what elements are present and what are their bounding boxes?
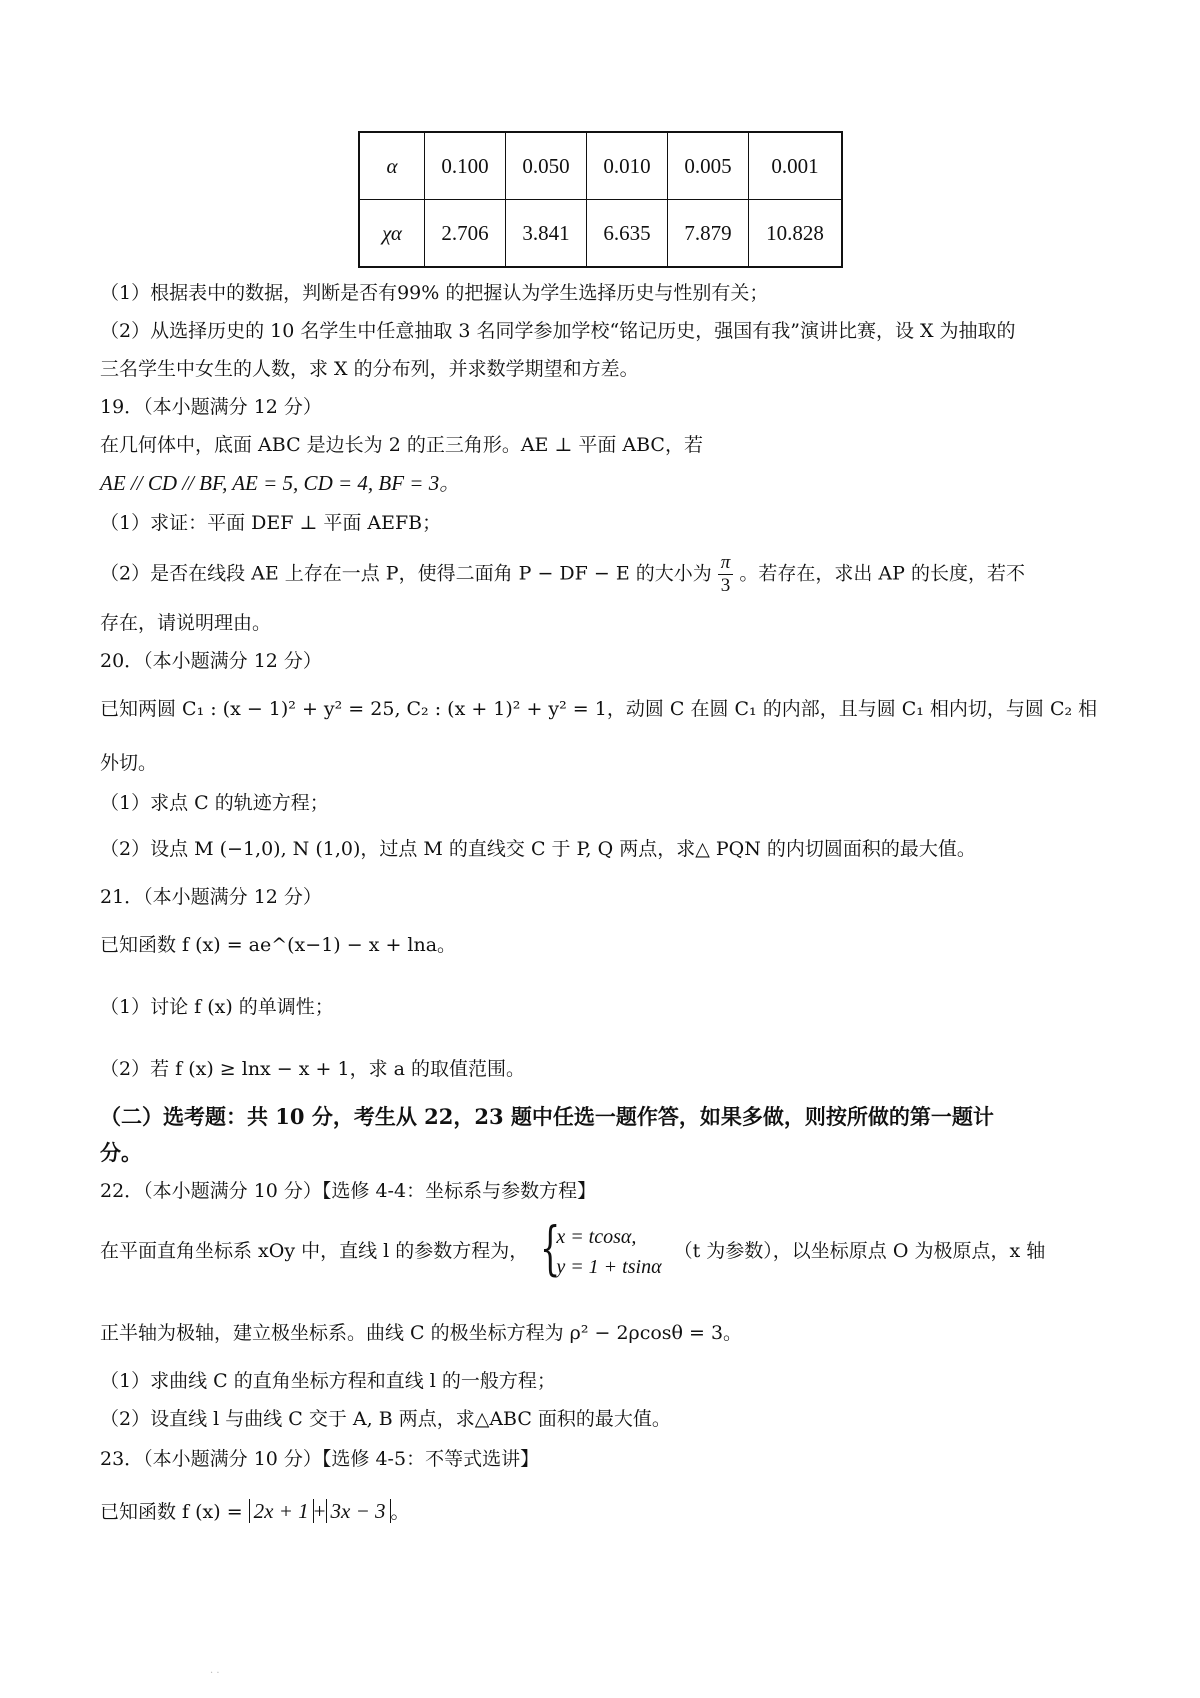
q22-part1: （1）求曲线 C 的直角坐标方程和直线 l 的一般方程；	[100, 1370, 556, 1392]
q18-part1: （1）根据表中的数据，判断是否有99% 的把握认为学生选择历史与性别有关；	[100, 282, 769, 304]
table-cell-chi-label	[359, 200, 425, 268]
table-cell: 0.100	[425, 132, 506, 200]
q19-part2-text-a: （2）是否在线段 AE 上存在一点 P，使得二面角 P − DF − E 的大小为	[100, 562, 712, 585]
optional-section-line1: （二）选考题：共 10 分，考生从 22，23 题中任选一题作答，如果多做，则按所做的第一题计	[100, 1104, 994, 1129]
table-cell: 0.001	[749, 132, 843, 200]
optional-section-line2: 分。	[100, 1140, 142, 1165]
table-cell: 0.005	[668, 132, 749, 200]
q23-stem-text-a: 已知函数 f (x) =	[100, 1501, 243, 1523]
q20-stem-line1: 已知两圆 C₁ : (x − 1)² + y² = 25, C₂ : (x + 1)² + y² = 1，动圆 C 在圆 C₁ 的内部，且与圆 C₁ 相内切，与圆 C₂ 相	[100, 698, 1098, 720]
q19-header: 19．（本小题满分 12 分）	[100, 396, 322, 418]
abs-term-2: 3x − 3	[326, 1499, 391, 1523]
q22-part2: （2）设直线 l 与曲线 C 交于 A, B 两点，求△ABC 面积的最大值。	[100, 1408, 671, 1430]
q19-part1: （1）求证：平面 DEF ⊥ 平面 AEFB；	[100, 512, 442, 534]
q19-stem-line2: AE // CD // BF, AE = 5, CD = 4, BF = 3。	[100, 471, 461, 495]
q20-stem-line2: 外切。	[100, 752, 158, 774]
critical-value-table	[358, 131, 843, 268]
plus-sign: +	[313, 1499, 326, 1523]
table-row-alpha	[359, 132, 842, 200]
q20-part2: （2）设点 M (−1,0), N (1,0)，过点 M 的直线交 C 于 P, Q 两点，求△ PQN 的内切圆面积的最大值。	[100, 838, 976, 860]
chi-label: χα	[382, 220, 402, 245]
table-cell: 0.010	[587, 132, 668, 200]
table-cell: 3.841	[506, 200, 587, 268]
q23-stem	[100, 1496, 410, 1527]
q23-header: 23．（本小题满分 10 分）【选修 4-5：不等式选讲】	[100, 1448, 540, 1470]
q22-stem-line1	[100, 1214, 1046, 1282]
fraction-denominator: 3	[720, 575, 731, 596]
pi-over-3-fraction	[718, 552, 734, 597]
q21-header: 21．（本小题满分 12 分）	[100, 886, 322, 908]
q19-part2-line1	[100, 552, 1025, 597]
q22-stem-line2: 正半轴为极轴，建立极坐标系。曲线 C 的极坐标方程为 ρ² − 2ρcosθ = 3。	[100, 1322, 743, 1344]
q19-part2-text-b: 。若存在，求出 AP 的长度，若不	[739, 562, 1025, 585]
page-mark: · ·	[210, 1668, 220, 1679]
q23-stem-text-b: 。	[390, 1501, 410, 1523]
parametric-equation-system	[540, 1214, 662, 1282]
table-cell: 2.706	[425, 200, 506, 268]
q21-part2: （2）若 f (x) ≥ lnx − x + 1，求 a 的取值范围。	[100, 1058, 525, 1080]
fraction-numerator: π	[718, 552, 734, 575]
q22-stem-text-a: 在平面直角坐标系 xOy 中，直线 l 的参数方程为，	[100, 1240, 529, 1262]
q19-part2-line2: 存在，请说明理由。	[100, 612, 272, 634]
table-cell: 10.828	[749, 200, 843, 268]
q18-part2-line1: （2）从选择历史的 10 名学生中任意抽取 3 名同学参加学校“铭记历史，强国有我”演讲比赛，设 X 为抽取的	[100, 320, 1016, 342]
table-cell-alpha-label: α	[359, 132, 425, 200]
q21-part1: （1）讨论 f (x) 的单调性；	[100, 996, 334, 1018]
abs-term-1: 2x + 1	[249, 1499, 314, 1523]
q22-header: 22．（本小题满分 10 分）【选修 4-4：坐标系与参数方程】	[100, 1180, 597, 1202]
table-cell: 0.050	[506, 132, 587, 200]
q20-header: 20．（本小题满分 12 分）	[100, 650, 322, 672]
param-eq-y: y = 1 + tsinα	[556, 1256, 662, 1278]
q22-stem-text-b: （t 为参数），以坐标原点 O 为极原点，x 轴	[673, 1240, 1046, 1262]
left-brace: {	[540, 1214, 561, 1282]
q21-stem: 已知函数 f (x) = ae^(x−1) − x + lna。	[100, 934, 457, 956]
q19-stem-line1: 在几何体中，底面 ABC 是边长为 2 的正三角形。AE ⊥ 平面 ABC，若	[100, 434, 703, 456]
table-cell: 6.635	[587, 200, 668, 268]
param-eq-x: x = tcosα,	[556, 1226, 637, 1248]
table-row-chi	[359, 200, 842, 268]
q20-part1: （1）求点 C 的轨迹方程；	[100, 792, 329, 814]
table-cell: 7.879	[668, 200, 749, 268]
q18-part2-line2: 三名学生中女生的人数，求 X 的分布列，并求数学期望和方差。	[100, 358, 639, 380]
